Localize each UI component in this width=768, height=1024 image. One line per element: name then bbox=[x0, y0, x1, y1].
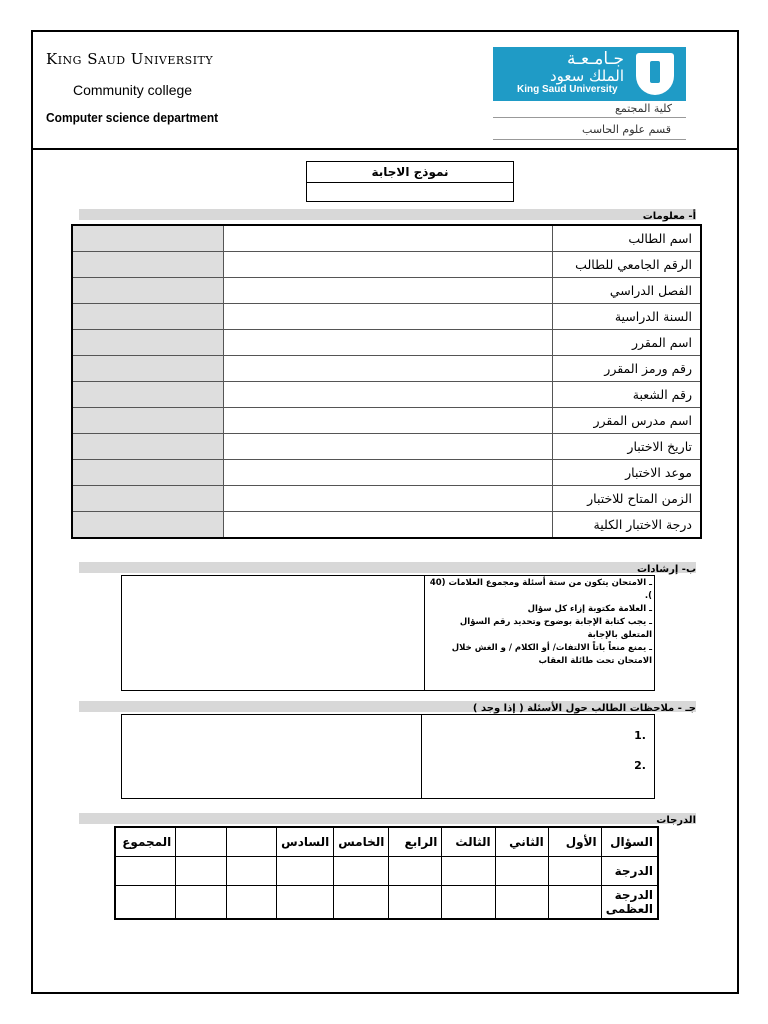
university-logo bbox=[493, 47, 686, 101]
grade-cell[interactable] bbox=[277, 885, 334, 919]
info-row bbox=[72, 304, 701, 330]
instruction-item: ـ يمنع منعاً باتاً الالتفات/ أو الكلام / و الغش خلال الامتحان تحت طائلة العقاب bbox=[451, 643, 652, 666]
university-name-en: King Saud University bbox=[46, 50, 214, 68]
section-a-title: أ- معلومات bbox=[642, 211, 696, 222]
info-field-label: رقم ورمز المقرر bbox=[553, 356, 701, 382]
info-row bbox=[72, 252, 701, 278]
instruction-item: ـ يجب كتابة الإجابة بوضوح وتحديد رقم السؤال المتعلق بالإجابة bbox=[459, 617, 652, 640]
grades-row-label: الدرجة bbox=[601, 856, 658, 885]
instruction-item: ـ الامتحان يتكون من ستة أسئلة ومجموع العلامات (40 ). bbox=[429, 578, 652, 601]
grade-cell[interactable] bbox=[115, 885, 176, 919]
info-value-cell[interactable] bbox=[224, 304, 553, 330]
info-field-label: اسم المقرر bbox=[553, 330, 701, 356]
info-shaded-cell bbox=[72, 460, 224, 486]
grades-column-header: الثاني bbox=[495, 827, 548, 856]
info-value-cell[interactable] bbox=[224, 330, 553, 356]
grade-cell[interactable] bbox=[226, 856, 276, 885]
instructions-divider bbox=[424, 576, 425, 690]
info-value-cell[interactable] bbox=[224, 486, 553, 512]
notes-divider bbox=[421, 715, 422, 798]
info-value-cell[interactable] bbox=[224, 278, 553, 304]
instructions-box bbox=[121, 575, 655, 691]
section-b-header bbox=[79, 562, 696, 573]
info-row bbox=[72, 225, 701, 252]
grade-cell[interactable] bbox=[548, 885, 601, 919]
info-field-label: اسم الطالب bbox=[553, 225, 701, 252]
info-row bbox=[72, 330, 701, 356]
info-field-label: اسم مدرس المقرر bbox=[553, 408, 701, 434]
info-shaded-cell bbox=[72, 486, 224, 512]
note-number: 1. bbox=[634, 729, 646, 742]
grades-column-header bbox=[226, 827, 276, 856]
section-c-header bbox=[79, 701, 696, 712]
grades-row bbox=[115, 885, 658, 919]
info-field-label: الرقم الجامعي للطالب bbox=[553, 252, 701, 278]
info-value-cell[interactable] bbox=[224, 356, 553, 382]
info-field-label: الزمن المتاح للاختبار bbox=[553, 486, 701, 512]
info-field-label: موعد الاختبار bbox=[553, 460, 701, 486]
grade-cell[interactable] bbox=[495, 856, 548, 885]
info-shaded-cell bbox=[72, 382, 224, 408]
info-shaded-cell bbox=[72, 512, 224, 539]
grade-cell[interactable] bbox=[389, 856, 442, 885]
info-shaded-cell bbox=[72, 225, 224, 252]
note-number: 2. bbox=[634, 759, 646, 772]
info-shaded-cell bbox=[72, 304, 224, 330]
info-row bbox=[72, 434, 701, 460]
info-value-cell[interactable] bbox=[224, 460, 553, 486]
college-name-ar: كلية المجتمع bbox=[615, 102, 672, 115]
instructions-list bbox=[426, 577, 652, 668]
info-field-label: تاريخ الاختبار bbox=[553, 434, 701, 460]
grades-column-header: المجموع bbox=[115, 827, 176, 856]
department-name-en: Computer science department bbox=[46, 110, 219, 125]
section-d-header bbox=[79, 813, 696, 824]
info-row bbox=[72, 486, 701, 512]
info-row bbox=[72, 278, 701, 304]
grade-cell[interactable] bbox=[334, 856, 389, 885]
section-c-title: جـ - ملاحظات الطالب حول الأسئلة ( إذا وجد ) bbox=[472, 703, 696, 714]
instruction-item: ـ العلامة مكتوبة إزاء كل سؤال bbox=[527, 604, 652, 614]
info-shaded-cell bbox=[72, 408, 224, 434]
info-field-label: رقم الشعبة bbox=[553, 382, 701, 408]
info-row bbox=[72, 382, 701, 408]
info-field-label: السنة الدراسية bbox=[553, 304, 701, 330]
info-value-cell[interactable] bbox=[224, 512, 553, 539]
info-value-cell[interactable] bbox=[224, 252, 553, 278]
logo-arabic-line1: جـامـعـة bbox=[566, 49, 624, 69]
grades-column-header: الرابع bbox=[389, 827, 442, 856]
logo-rule bbox=[493, 117, 686, 118]
student-notes-box[interactable] bbox=[121, 714, 655, 799]
section-b-title: ب- إرشادات bbox=[636, 564, 696, 575]
info-row bbox=[72, 460, 701, 486]
department-name-ar: قسم علوم الحاسب bbox=[582, 123, 671, 136]
form-title: نموذج الاجابة bbox=[307, 162, 513, 183]
header-divider bbox=[33, 148, 737, 150]
grade-cell[interactable] bbox=[226, 885, 276, 919]
college-name-en: Community college bbox=[73, 82, 193, 98]
info-shaded-cell bbox=[72, 434, 224, 460]
grades-row-label: الدرجة العظمى bbox=[601, 885, 658, 919]
info-field-label: الفصل الدراسي bbox=[553, 278, 701, 304]
grades-row bbox=[115, 856, 658, 885]
grades-column-header: الثالث bbox=[442, 827, 495, 856]
logo-rule bbox=[493, 139, 686, 140]
logo-english: King Saud University bbox=[517, 84, 618, 95]
grade-cell[interactable] bbox=[176, 885, 226, 919]
info-shaded-cell bbox=[72, 278, 224, 304]
grade-cell[interactable] bbox=[442, 885, 495, 919]
university-emblem-icon bbox=[636, 53, 674, 95]
info-shaded-cell bbox=[72, 356, 224, 382]
section-a-header bbox=[79, 209, 696, 220]
grades-table bbox=[114, 826, 659, 920]
student-info-table bbox=[71, 224, 702, 539]
grades-column-header: السؤال bbox=[601, 827, 658, 856]
grades-column-header: الخامس bbox=[334, 827, 389, 856]
form-title-box bbox=[306, 161, 514, 202]
grade-cell[interactable] bbox=[176, 856, 226, 885]
info-shaded-cell bbox=[72, 252, 224, 278]
info-shaded-cell bbox=[72, 330, 224, 356]
info-field-label: درجة الاختبار الكلية bbox=[553, 512, 701, 539]
info-value-cell[interactable] bbox=[224, 382, 553, 408]
grades-column-header: الأول bbox=[548, 827, 601, 856]
grade-cell[interactable] bbox=[334, 885, 389, 919]
grades-column-header bbox=[176, 827, 226, 856]
grade-cell[interactable] bbox=[495, 885, 548, 919]
grades-column-header: السادس bbox=[277, 827, 334, 856]
logo-arabic-line2: الملك سعود bbox=[549, 67, 624, 85]
grade-cell[interactable] bbox=[389, 885, 442, 919]
info-value-cell[interactable] bbox=[224, 225, 553, 252]
grade-cell[interactable] bbox=[115, 856, 176, 885]
grades-header-row bbox=[115, 827, 658, 856]
grade-cell[interactable] bbox=[277, 856, 334, 885]
info-value-cell[interactable] bbox=[224, 408, 553, 434]
section-d-title: الدرجات bbox=[656, 815, 696, 826]
grade-cell[interactable] bbox=[442, 856, 495, 885]
info-row bbox=[72, 356, 701, 382]
info-value-cell[interactable] bbox=[224, 434, 553, 460]
info-row bbox=[72, 408, 701, 434]
grade-cell[interactable] bbox=[548, 856, 601, 885]
info-row bbox=[72, 512, 701, 539]
